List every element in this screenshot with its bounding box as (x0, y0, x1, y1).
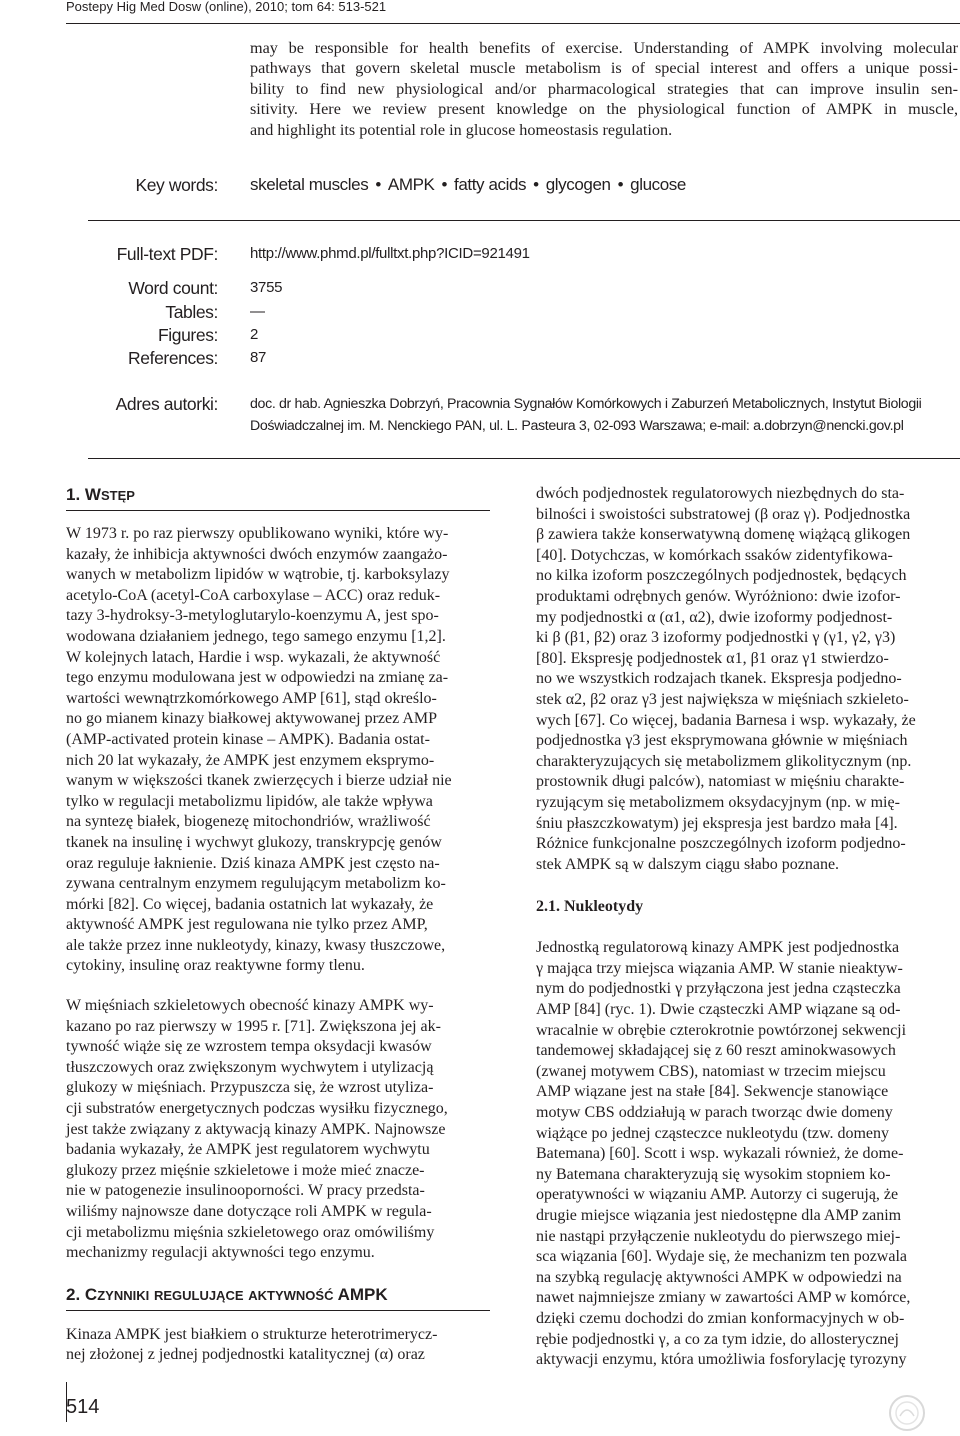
section-title-initial: W (84, 485, 101, 504)
text-line: Kinaza AMPK jest białkiem o strukturze heterotrimerycz- (66, 1325, 438, 1343)
paragraph (536, 938, 960, 1370)
text-line: [40]. Dotychczas, w komórkach ssaków zidentyfikowa- (536, 546, 893, 564)
text-line: drugie miejsce wiązania jest niedostępne dla AMP zanim (536, 1207, 902, 1224)
text-line: tywność wiąże się ze wzrostem tempa oksydacji kwasów (66, 1038, 432, 1056)
section-title-word: AKTYWNOŚĆ (248, 1287, 334, 1303)
page-number: 514 (66, 1396, 100, 1418)
keywords-rule (88, 220, 960, 221)
text-line: mechanizmy regulacji aktywności tego enzymu. (66, 1244, 375, 1262)
keywords-list (250, 174, 686, 196)
keyword-separator: • (441, 175, 448, 194)
text-line: W mięśniach szkieletowych obecność kinazy AMPK wy- (66, 997, 434, 1015)
text-line: wodowana działaniem jednego, tego samego enzymu [1,2]. (66, 627, 446, 645)
abstract-line: sitivity. Here we review present knowledge on the physiological function of AMPK in muscle, (250, 100, 958, 119)
fulltext-link[interactable]: http://www.phmd.pl/fulltxt.php?ICID=921491 (250, 245, 530, 262)
word-count-value: 3755 (250, 279, 283, 296)
text-line: jest także związany z aktywacją kinazy AMPK. Najnowsze (66, 1120, 446, 1138)
keyword: glucose (630, 175, 686, 194)
keyword: glycogen (545, 175, 611, 194)
text-line: acetylo-CoA (acetyl-CoA carboxylase – ACC) oraz reduk- (66, 586, 441, 604)
text-line: ale także przez inne nukleotydy, kinazy, kwasy tłuszczowe, (66, 936, 446, 954)
text-line: W kolejnych latach, Hardie i wsp. wykazali, że aktywność (66, 648, 441, 666)
text-line: tandemowej składającej się z 60 reszt aminokwasowych (536, 1042, 896, 1060)
keywords-label: Key words: (135, 175, 218, 195)
text-line: wracalnie w obrębie czterokrotnie powtórzonej sekwencji (536, 1021, 907, 1039)
text-line: tłuszczowych oraz zwiększonym wychwytem i utylizacją (66, 1058, 434, 1076)
text-line: prostownik długi palców), natomiast w mięśniu charakte- (536, 773, 905, 791)
text-line: zywana centralnym enzymem regulującym metabolizm ko- (66, 875, 446, 893)
text-line: Batemana) [60]. Scott i wsp. wykazali również, że dome- (536, 1145, 904, 1163)
text-line: nym do podjednostki γ przyłączona jest jedna cząsteczka (536, 980, 901, 998)
text-line: [80]. Ekspresję podjednostek α1, β1 oraz γ1 stwierdzo- (536, 649, 889, 667)
fulltext-label: Full-text PDF: (116, 244, 218, 264)
publisher-logo-icon (888, 1394, 926, 1432)
text-line: nej złożonej z jednej podjednostki katalitycznej (α) oraz (66, 1346, 425, 1364)
address-label: Adres autorki: (115, 394, 218, 414)
paragraph (66, 524, 490, 977)
text-line: oraz reguluje łaknienie. Dziś kinaza AMPK jest często na- (66, 854, 440, 872)
keyword: skeletal muscles (250, 175, 369, 194)
running-header (66, 0, 960, 28)
text-line: produktami odrębnych genów. Wyróżniono: dwie izofor- (536, 587, 901, 605)
text-line: tylko w regulacji metabolizmu lipidów, ale także wpływa (66, 792, 433, 810)
text-line: tkanek na insulinę i wychwyt glukozy, transkrypcję genów (66, 833, 442, 851)
text-line: nie nastąpi przyłączenie nukleotydu do pierwszego miej- (536, 1227, 901, 1245)
text-line: β zawiera także konserwatywną domenę wiążącą glikogen (536, 526, 911, 544)
text-line: charakteryzujących się metabolizmem glikolitycznym (np. (536, 752, 912, 770)
section-heading-factors (66, 1284, 490, 1311)
text-line: nie w patogenezie insulinooporności. W pracy przedsta- (66, 1182, 425, 1200)
section-title-rest: ZYNNIKI (97, 1287, 150, 1303)
text-line: Różnice funkcjonalne poszczególnych izoform podjedno- (536, 835, 906, 853)
text-line: rębie podjednostki γ, a co za tym idzie, do allosterycznej (536, 1330, 899, 1348)
word-count-label: Word count: (128, 278, 218, 298)
keyword-separator: • (375, 175, 381, 194)
right-column (536, 484, 960, 1371)
text-line: motyw CBS oddziałują w parach tworząc dwie domeny (536, 1104, 893, 1122)
text-line: tego enzymu modulowana jest w odpowiedzi na zmianę za- (66, 669, 449, 687)
header-rule (66, 23, 960, 24)
text-line: AMP [84] (ryc. 1). Dwie cząsteczki AMP wiązane są od- (536, 1001, 901, 1019)
text-line: aktywność AMPK jest regulowana nie tylko przez AMP, (66, 916, 428, 934)
text-line: cji substratów energetycznych podczas wysiłku fizycznego, (66, 1100, 448, 1118)
text-line: ny Batemana charakteryzują się wysokim stopniem ko- (536, 1165, 891, 1183)
text-line: nawet najmniejsze zmiany w zawartości AMP w komórce, (536, 1289, 911, 1307)
figures-label: Figures: (157, 325, 218, 345)
tables-value: — (250, 303, 265, 320)
section-title-word: AMPK (337, 1284, 388, 1304)
text-line: badania wykazały, że AMPK jest regulatorem wychwytu (66, 1141, 430, 1159)
section-title-rest: STĘP (100, 488, 135, 503)
abstract-text (250, 38, 958, 140)
paragraph (66, 996, 490, 1264)
text-line: sca wiązania [60]. Wydaje się, że mechanizm ten pozwala (536, 1248, 908, 1266)
section-number: 1. (66, 485, 81, 504)
text-line: kazano po raz pierwszy w 1995 r. [71]. Zwiększona jej ak- (66, 1017, 441, 1035)
text-line: stek AMPK są w dalszym ciągu słabo poznane. (536, 855, 840, 873)
text-line: glukozy przez mięśnie szkieletowe i może mieć znacze- (66, 1161, 425, 1179)
subsection-heading-nucleotides: 2.1. Nukleotydy (536, 898, 644, 916)
text-line: Jednostką regulatorową kinazy AMPK jest podjednostka (536, 939, 900, 957)
abstract-line: pathways that govern skeletal muscle metabolism is of special interest and offers a unique possi- (250, 59, 958, 78)
text-line: no go mianem kinazy białkowej aktywowanej przez AMP (66, 710, 438, 728)
keyword-separator: • (533, 175, 539, 194)
text-line: (zwanej motywem CBS), natomiast w trzecim miejscu (536, 1062, 886, 1080)
text-line: γ mająca trzy miejsca wiązania AMP. W stanie nieaktyw- (536, 959, 903, 977)
meta-rule (88, 458, 960, 459)
text-line: mórki [82]. Co więcej, badania ostatnich lat wykazały, że (66, 895, 434, 913)
text-line: śniu płaszczkowatym) jej ekspresja jest bardzo mała [4]. (536, 814, 898, 832)
address-line: Doświadczalnej im. M. Nenckiego PAN, ul. L. Pasteura 3, 02-093 Warszawa; e-mail: a.dobrzyn@nencki.gov.pl (250, 418, 904, 434)
author-address (250, 393, 950, 437)
paragraph (536, 484, 960, 875)
text-line: aktywacji enzymu, która umożliwia fosforylację tyrozyny (536, 1351, 907, 1369)
text-line: operatywności w wiązaniu AMP. Autorzy ci sugerują, że (536, 1186, 899, 1204)
text-line: no we wszystkich rodzajach tkanek. Ekspresja podjedno- (536, 670, 902, 688)
keyword: fatty acids (454, 175, 527, 194)
references-value: 87 (250, 349, 267, 366)
text-line: nich 20 lat wykazały, że AMPK jest enzymem eksprymo- (66, 751, 435, 769)
section-title-word: REGULUJĄCE (153, 1287, 244, 1303)
address-line: doc. dr hab. Agnieszka Dobrzyń, Pracownia Sygnałów Komórkowych i Zaburzeń Metabolicznych, Instytut Biologii (250, 396, 922, 412)
section-heading-intro (66, 484, 490, 511)
abstract-line: and highlight its potential role in glucose homeostasis regulation. (250, 120, 673, 139)
text-line: wiążące po jednej cząsteczce nukleotydu (tzw. domeny (536, 1124, 890, 1142)
figures-value: 2 (250, 326, 259, 343)
text-line: kazały, że inhibicja aktywności dwóch enzymów zaangażo- (66, 545, 448, 563)
text-line: (AMP-activated protein kinase – AMPK). Badania ostat- (66, 730, 430, 748)
text-line: dzięki czemu dochodzi do zmian konformacyjnych w ob- (536, 1309, 905, 1327)
text-line: no kilka izoform poszczególnych podjednostek, będących (536, 567, 907, 585)
text-line: AMP wiązane jest na stałe [84]. Sekwencje stanowiące (536, 1083, 889, 1101)
text-line: podjednostka γ3 jest eksprymowana głównie w mięśniach (536, 732, 908, 750)
text-line: glukozy w mięśniach. Przypuszcza się, że wzrost utyliza- (66, 1079, 434, 1097)
text-line: tazy 3-hydroksy-3-metyloglutarylo-koenzymu A, jest spo- (66, 607, 439, 625)
text-line: cji metabolizmu mięśnia szkieletowego oraz omówiliśmy (66, 1223, 435, 1241)
left-column (66, 484, 490, 1366)
keyword: AMPK (387, 175, 435, 194)
text-line: wartości wewnątrzkomórkowego AMP [61], stąd określo- (66, 689, 437, 707)
references-label: References: (128, 348, 218, 368)
section-title-initial: C (84, 1284, 98, 1304)
tables-label: Tables: (165, 302, 218, 322)
text-line: my podjednostki α (α1, α2), dwie izoformy podjednost- (536, 608, 893, 626)
text-line: wiliśmy najnowsze dane dotyczące roli AMPK w regula- (66, 1203, 432, 1220)
text-line: wanych w metabolizm lipidów w wątrobie, tj. karboksylazy (66, 566, 450, 584)
abstract-line: may be responsible for health benefits of exercise. Understanding of AMPK involving molecular (250, 39, 958, 57)
abstract-line: bility to find new physiological and/or pharmacological strategies that can improve insulin sen- (250, 79, 958, 98)
text-line: ryzującym się metabolizmem oksydacyjnym (np. w mię- (536, 793, 900, 811)
text-line: na szybką regulację aktywności AMPK w odpowiedzi na (536, 1268, 902, 1286)
text-line: W 1973 r. po raz pierwszy opublikowano wyniki, które wy- (66, 525, 449, 542)
journal-citation: Postepy Hig Med Dosw (online), 2010; tom 64: 513-521 (66, 0, 387, 14)
keyword-separator: • (617, 175, 624, 194)
text-line: bilności i swoistości substratowej (β oraz γ). Podjednostka (536, 505, 911, 523)
text-line: ki β (β1, β2) oraz 3 izoformy podjednostki γ (γ1, γ2, γ3) (536, 629, 896, 647)
text-line: stek α2, β2 oraz γ3 jest największa w mięśniach szkieleto- (536, 690, 909, 708)
text-line: cytokiny, insulinę oraz reaktywne formy tlenu. (66, 957, 365, 975)
text-line: wych [67]. Co więcej, badania Barnesa i wsp. wykazały, że (536, 711, 916, 729)
section-number: 2. (66, 1284, 81, 1304)
paragraph (66, 1325, 490, 1366)
text-line: wanym w większości tkanek zwierzęcych i bierze udział nie (66, 772, 452, 790)
text-line: na syntezę białek, biogenezę mitochondriów, wrażliwość (66, 813, 431, 831)
text-line: dwóch podjednostek regulatorowych niezbędnych do sta- (536, 485, 905, 502)
